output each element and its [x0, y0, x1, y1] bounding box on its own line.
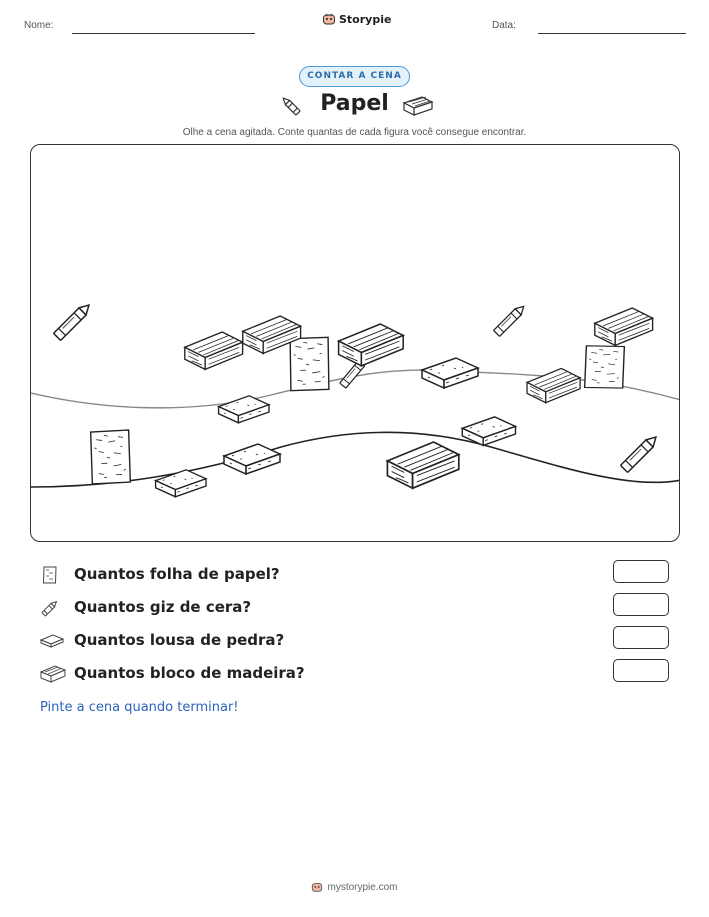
question-row — [40, 596, 680, 620]
site-url[interactable]: mystorypie.com — [327, 881, 398, 893]
crayon — [621, 434, 660, 473]
storypie-mascot-icon — [311, 881, 323, 893]
slate-icon — [40, 631, 64, 651]
answer-box[interactable] — [613, 593, 669, 616]
instructions: Olhe a cena agitada. Conte quantas de cada figura você consegue encontrar. — [182, 127, 527, 138]
slate — [422, 358, 478, 388]
wood-block-icon — [401, 93, 435, 119]
question-row — [40, 662, 680, 686]
storypie-mascot-icon — [322, 12, 336, 26]
question-text: Quantos folha de papel? — [74, 565, 280, 583]
question-row — [40, 563, 680, 587]
wood-block — [595, 308, 653, 345]
scene-illustration — [31, 145, 680, 542]
crayon-icon — [40, 598, 60, 618]
name-label: Nome: — [24, 20, 54, 31]
answer-box[interactable] — [613, 659, 669, 682]
paper-icon — [40, 565, 60, 585]
answer-box[interactable] — [613, 560, 669, 583]
coloring-note: Pinte a cena quando terminar! — [40, 700, 239, 715]
page-title: Papel — [320, 91, 389, 116]
name-line[interactable] — [72, 33, 255, 34]
paper-sheet — [585, 346, 625, 388]
wood-block — [185, 332, 243, 369]
activity-badge: CONTAR A CENA — [299, 66, 410, 87]
wood-block — [527, 368, 580, 402]
date-label: Data: — [492, 20, 516, 31]
site-footer — [0, 881, 709, 893]
scene-frame[interactable] — [30, 144, 680, 542]
question-text: Quantos bloco de madeira? — [74, 664, 305, 682]
brand-name: Storypie — [339, 12, 392, 26]
question-row — [40, 629, 680, 653]
question-text: Quantos giz de cera? — [74, 598, 252, 616]
wood-block — [339, 324, 404, 366]
paper-sheet — [90, 430, 132, 484]
slate — [224, 444, 280, 474]
crayon — [494, 303, 527, 336]
slate — [156, 470, 206, 497]
wood-block-icon — [40, 664, 66, 684]
brand-logo — [322, 12, 391, 26]
answer-box[interactable] — [613, 626, 669, 649]
question-text: Quantos lousa de pedra? — [74, 631, 285, 649]
crayon — [54, 302, 93, 341]
slate — [219, 396, 269, 423]
date-line[interactable] — [538, 33, 686, 34]
wood-block — [387, 442, 458, 488]
paper-sheet — [289, 337, 330, 390]
